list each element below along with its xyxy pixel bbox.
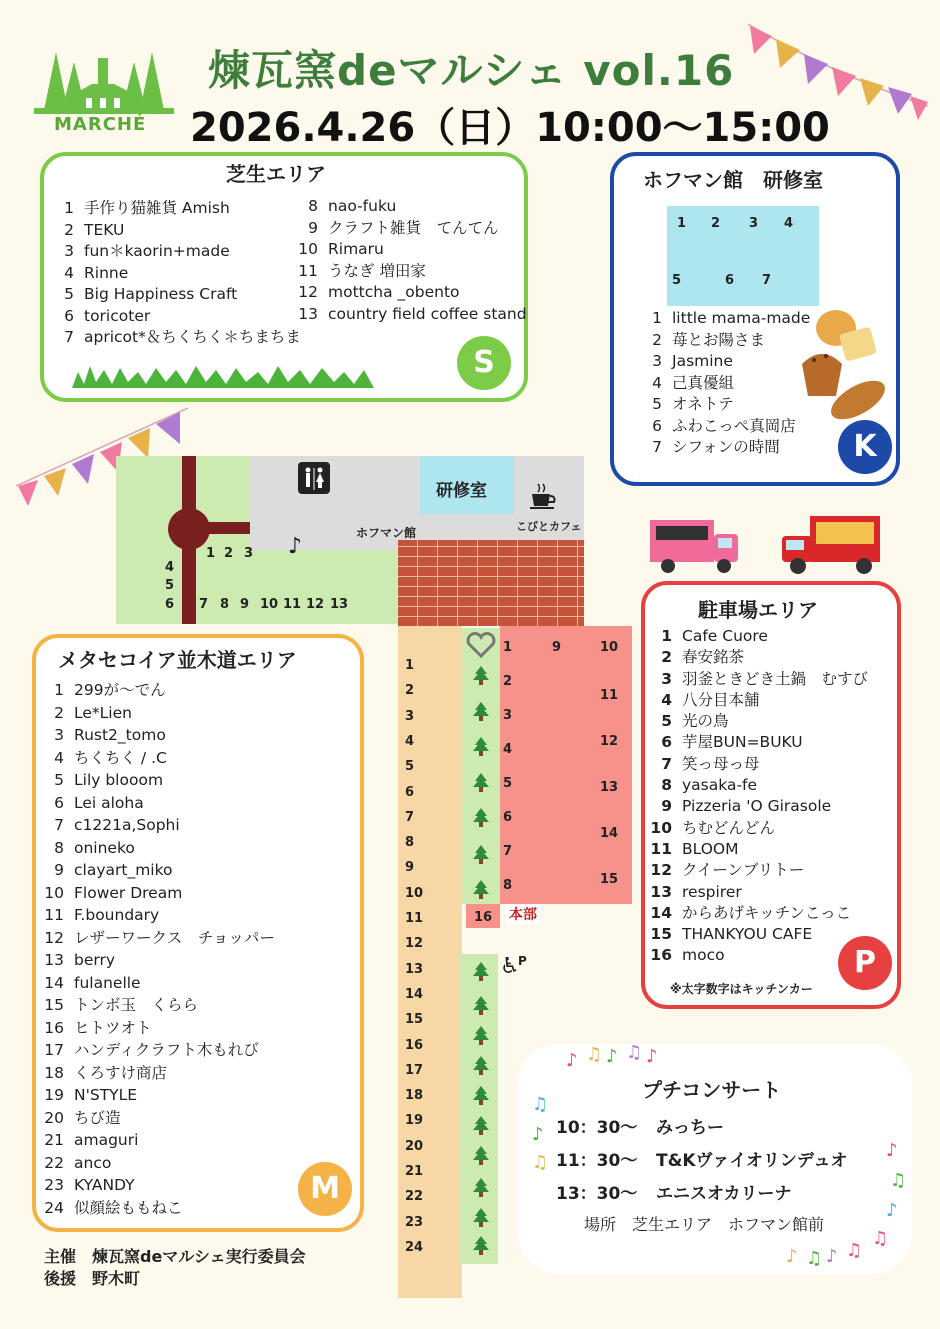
badge-p: P (838, 936, 892, 990)
svg-text:♫: ♫ (806, 1248, 823, 1269)
list-item: 5 Lily blooom (54, 771, 164, 789)
list-item: 19 N'STYLE (44, 1086, 138, 1104)
list-item: 6 芋屋BUN=BUKU (661, 733, 803, 752)
stall-num: 8 (503, 878, 513, 893)
grass-decoration (72, 362, 374, 388)
heart-icon (466, 632, 496, 658)
list-item: 2 春安銘茶 (661, 648, 745, 667)
list-item: 5 オネトテ (652, 395, 734, 413)
road-num: 6 (405, 784, 415, 800)
lawn-num: 7 (199, 597, 209, 612)
cafe-icon (528, 480, 558, 510)
honbu-label: 本部 (506, 904, 540, 924)
road-num: 4 (405, 733, 415, 749)
stall-num: 10 (600, 640, 619, 655)
bread-illustration (796, 302, 890, 428)
list-item: 20 ちび造 (44, 1108, 121, 1127)
road-num: 10 (405, 885, 424, 901)
kenshu-grid (667, 206, 819, 306)
list-item: 14 からあげキッチンこっこ (650, 903, 852, 922)
tree-icon (473, 666, 489, 686)
list-item: 2 TEKU (64, 220, 125, 239)
list-item: 3 羽釜ときどき土鍋 むすび (661, 669, 869, 688)
food-truck-red-icon (780, 512, 884, 576)
parking-note: ※太字数字はキッチンカー (670, 982, 813, 996)
tree-icon (473, 808, 489, 828)
tree-icon (473, 1236, 489, 1256)
grid-num: 2 (711, 216, 721, 231)
tree-icon (473, 1086, 489, 1106)
list-item: 9 クラフト雑貨 てんてん (308, 218, 499, 237)
grid-num: 4 (784, 216, 794, 231)
food-truck-pink-icon (648, 514, 744, 576)
hoffman-title: ホフマン館 研修室 (643, 168, 823, 192)
roundabout (168, 508, 210, 550)
hoffman-list (640, 308, 810, 459)
stall-num: 12 (600, 734, 619, 749)
stall-16-num: 16 (474, 910, 493, 925)
list-item: 7 c1221a,Sophi (54, 816, 180, 834)
shiba-list-left (52, 198, 301, 349)
road-num: 2 (405, 683, 415, 699)
road-num: 22 (405, 1189, 424, 1205)
svg-text:♫: ♫ (532, 1152, 549, 1173)
list-item: 2 Le*Lien (54, 703, 132, 722)
svg-text:♪: ♪ (886, 1200, 898, 1221)
list-item: 11 うなぎ 増田家 (298, 261, 426, 280)
list-item: 4 ちくちく / .C (54, 748, 167, 767)
road-num: 1 (405, 658, 415, 673)
list-item: 16 ヒトツオト (44, 1018, 152, 1037)
metasequoia-title: メタセコイア並木道エリア (58, 648, 297, 672)
list-item: 1 Cafe Cuore (661, 627, 768, 645)
metasequoia-list (42, 679, 275, 1219)
brick-building (398, 540, 584, 626)
list-item: 8 nao-fuku (308, 197, 397, 215)
svg-text:♪: ♪ (566, 1050, 578, 1071)
shiba-area-title: 芝生エリア (226, 162, 326, 186)
concert-title: プチコンサート (642, 1078, 782, 1102)
list-item: 11 F.boundary (44, 906, 160, 924)
tree-icon (473, 880, 489, 900)
badge-k: K (838, 420, 892, 474)
list-item: 7 apricot*＆ちくちく＊ちまちま (64, 328, 301, 346)
list-item: 9 clayart_miko (54, 861, 173, 879)
tree-icon (473, 1208, 489, 1228)
lawn-num: 2 (224, 546, 234, 561)
accessible-parking-icon: ♿ P (500, 954, 527, 979)
stall-num: 1 (503, 640, 513, 655)
svg-text:♫: ♫ (890, 1170, 907, 1191)
kenshu-label: 研修室 (436, 481, 487, 501)
svg-text:♪: ♪ (646, 1046, 658, 1067)
road-num: 5 (405, 759, 415, 775)
grid-num: 7 (762, 273, 772, 288)
list-item: 6 Lei aloha (54, 793, 144, 812)
parking-area-title: 駐車場エリア (698, 598, 818, 622)
stall-num: 14 (600, 826, 619, 841)
logo-text: MARCHÉ (54, 114, 147, 135)
stall-num: 3 (503, 708, 513, 723)
svg-text:♫: ♫ (626, 1042, 643, 1063)
road-num: 8 (405, 835, 415, 851)
tree-icon (473, 962, 489, 982)
tree-icon (473, 1146, 489, 1166)
lawn-num: 9 (240, 597, 250, 612)
lawn-num: 5 (165, 578, 175, 593)
hoffman-building-label: ホフマン館 (356, 526, 417, 540)
road-num: 11 (405, 911, 424, 926)
stall-num: 6 (503, 810, 513, 825)
lawn-num: 12 (306, 597, 325, 612)
parking-stalls (500, 626, 632, 904)
list-item: 14 fulanelle (44, 973, 141, 992)
road-num: 21 (405, 1164, 424, 1179)
list-item: 22 anco (44, 1153, 112, 1172)
stall-num: 2 (503, 674, 513, 689)
tree-icon (473, 1026, 489, 1046)
grid-num: 5 (672, 273, 682, 288)
grid-num: 3 (749, 216, 759, 231)
list-item: 12 mottcha _obento (298, 283, 460, 301)
concert-item: 10：30〜 みっちー (556, 1118, 724, 1138)
road-num: 17 (405, 1062, 424, 1078)
concert-place: 場所 芝生エリア ホフマン館前 (584, 1215, 825, 1234)
list-item: 15 トンボ玉 くらら (44, 996, 199, 1014)
list-item: 12 クイーンブリトー (650, 861, 805, 880)
tree-icon (473, 1116, 489, 1136)
tree-icon (473, 737, 489, 757)
list-item: 21 amaguri (44, 1131, 139, 1149)
lawn-num: 6 (165, 597, 175, 612)
restroom-icon (298, 462, 330, 494)
list-item: 6 ふわこっぺ真岡店 (652, 416, 796, 435)
list-item: 2 苺とお陽さま (652, 330, 766, 349)
list-item: 8 onineko (54, 838, 135, 857)
list-item: 9 Pizzeria 'O Girasole (661, 797, 832, 816)
list-item: 5 Big Happiness Craft (64, 285, 238, 303)
svg-text:♫: ♫ (586, 1044, 603, 1065)
road-num: 15 (405, 1012, 424, 1028)
road-num: 16 (405, 1037, 424, 1053)
list-item: 17 ハンディクラフト木もれび (44, 1041, 259, 1059)
list-item: 10 Flower Dream (44, 883, 183, 902)
list-item: 13 respirer (650, 882, 742, 901)
lawn-num: 10 (260, 597, 279, 612)
list-item: 24 似顔絵ももねこ (44, 1198, 183, 1217)
stall-num: 11 (600, 688, 619, 703)
list-item: 10 ちむどんどん (650, 818, 776, 837)
list-item: 12 レザーワークス チョッパー (44, 928, 275, 947)
list-item: 3 Jasmine (652, 352, 733, 370)
list-item: 7 笑っ母っ母 (661, 754, 760, 773)
road-num: 7 (405, 809, 415, 825)
list-item: 7 シフォンの時間 (652, 438, 780, 456)
shiba-list-right (296, 196, 527, 325)
list-item: 4 己真優組 (652, 373, 735, 392)
road-num: 19 (405, 1113, 424, 1129)
lawn-num: 8 (220, 597, 230, 612)
lawn-num: 3 (244, 546, 254, 561)
list-item: 1 little mama-made (652, 309, 811, 327)
marche-logo (34, 44, 174, 136)
svg-text:♫: ♫ (846, 1240, 863, 1261)
list-item: 11 BLOOM (650, 839, 739, 858)
road-num: 12 (405, 936, 424, 952)
list-item: 1 手作り猫雑貨 Amish (64, 199, 230, 217)
list-item: 4 Rinne (64, 263, 129, 282)
stall-num: 9 (552, 640, 562, 655)
list-item: 6 toricoter (64, 306, 151, 325)
stall-num: 7 (503, 844, 513, 859)
bunting-top-right (742, 14, 932, 124)
road-num: 24 (405, 1239, 424, 1255)
grid-num: 6 (725, 273, 735, 288)
grid-num: 1 (677, 216, 687, 231)
stall-num: 4 (503, 742, 513, 757)
tree-icon (473, 773, 489, 793)
stall-num: 5 (503, 776, 513, 791)
list-item: 4 八分目本舗 (661, 690, 760, 709)
list-item: 18 くろすけ商店 (44, 1063, 168, 1082)
parking-list (650, 626, 868, 967)
road-num: 3 (405, 708, 415, 724)
tree-icon (473, 702, 489, 722)
lawn-num: 13 (330, 597, 349, 612)
music-note-icon: ♪ (288, 534, 303, 559)
list-item: 16 moco (650, 946, 725, 965)
list-item: 1 299が〜でん (54, 681, 166, 699)
svg-text:♫: ♫ (532, 1094, 549, 1115)
list-item: 23 KYANDY (44, 1176, 135, 1194)
badge-m: M (298, 1162, 352, 1216)
road-num: 20 (405, 1138, 424, 1154)
stall-num: 13 (600, 780, 619, 795)
stall-num: 15 (600, 872, 619, 887)
list-item: 8 yasaka-fe (661, 776, 758, 795)
list-item: 13 country field coffee stand (298, 304, 527, 323)
road-num: 9 (405, 860, 415, 876)
lawn-num: 11 (283, 597, 302, 612)
organizer: 主催 煉瓦窯deマルシェ実行委員会 (44, 1247, 306, 1266)
road-num: 18 (405, 1088, 424, 1104)
lawn-num: 4 (165, 560, 175, 575)
concert-list (556, 1112, 847, 1211)
svg-text:♪: ♪ (786, 1246, 798, 1267)
lawn-num: 1 (206, 546, 216, 561)
tree-icon (473, 996, 489, 1016)
road-num: 14 (405, 986, 424, 1002)
svg-text:♪: ♪ (826, 1246, 838, 1267)
concert-item: 13：30〜 エニスオカリーナ (556, 1184, 792, 1204)
support: 後援 野木町 (44, 1269, 141, 1288)
svg-text:♫: ♫ (872, 1228, 889, 1249)
road-num: 13 (405, 961, 424, 977)
list-item: 3 Rust2_tomo (54, 726, 166, 744)
list-item: 3 fun＊kaorin+made (64, 242, 230, 260)
road-num: 23 (405, 1214, 424, 1230)
tree-icon (473, 845, 489, 865)
concert-item: 11：30〜 T&Kヴァイオリンデュオ (556, 1151, 848, 1171)
svg-text:♪: ♪ (532, 1124, 544, 1145)
tree-icon (473, 1056, 489, 1076)
tree-icon (473, 1178, 489, 1198)
page-title: 煉瓦窯deマルシェ vol.16 (208, 46, 735, 95)
list-item: 5 光の鳥 (661, 712, 729, 731)
list-item: 15 THANKYOU CAFE (650, 925, 813, 944)
list-item: 13 berry (44, 951, 116, 969)
cafe-label: こびとカフェ (516, 520, 582, 533)
badge-s: S (457, 336, 511, 390)
list-item: 10 Rimaru (298, 240, 384, 258)
svg-text:♪: ♪ (886, 1140, 898, 1161)
svg-text:♪: ♪ (606, 1046, 618, 1067)
event-date: 2026.4.26（日）10:00〜15:00 (190, 105, 830, 151)
